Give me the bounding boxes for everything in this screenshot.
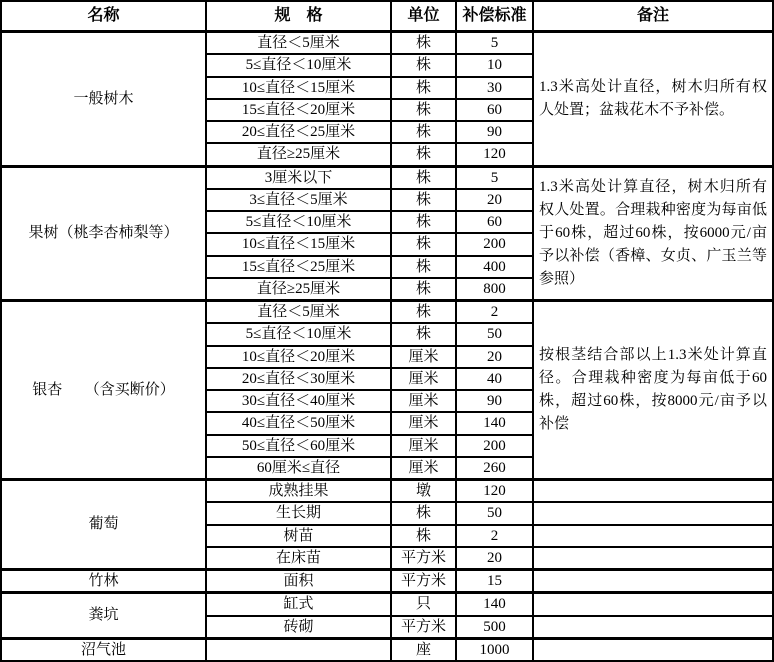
unit-cell: 株 xyxy=(391,54,456,76)
spec-cell: 生长期 xyxy=(206,502,391,524)
standard-cell: 500 xyxy=(456,616,533,639)
unit-cell: 平方米 xyxy=(391,547,456,570)
spec-cell: 60厘米≤直径 xyxy=(206,457,391,480)
unit-cell: 株 xyxy=(391,211,456,233)
unit-cell: 株 xyxy=(391,77,456,99)
unit-cell: 墩 xyxy=(391,480,456,503)
spec-cell: 直径＜5厘米 xyxy=(206,301,391,324)
table-row xyxy=(1,32,773,55)
table-row xyxy=(1,301,773,324)
standard-cell: 50 xyxy=(456,502,533,524)
spec-cell: 在床苗 xyxy=(206,547,391,570)
standard-cell: 5 xyxy=(456,166,533,189)
spec-cell: 缸式 xyxy=(206,593,391,616)
col-header-standard: 补偿标准 xyxy=(456,1,533,32)
spec-cell: 成熟挂果 xyxy=(206,480,391,503)
name-cell: 一般树木 xyxy=(1,32,206,167)
standard-cell: 90 xyxy=(456,390,533,412)
table-row xyxy=(1,166,773,189)
standard-cell: 800 xyxy=(456,278,533,301)
unit-cell: 株 xyxy=(391,233,456,255)
standard-cell: 15 xyxy=(456,570,533,593)
remark-cell: 按根茎结合部以上1.3米处计算直径。合理栽种密度为每亩低于60株，超过60株，按8000元/亩予以补偿 xyxy=(533,301,773,480)
standard-cell: 120 xyxy=(456,480,533,503)
col-header-name: 名称 xyxy=(1,1,206,32)
spec-cell: 20≤直径＜25厘米 xyxy=(206,121,391,143)
unit-cell: 株 xyxy=(391,121,456,143)
standard-cell: 2 xyxy=(456,301,533,324)
standard-cell: 2 xyxy=(456,525,533,547)
standard-cell: 60 xyxy=(456,99,533,121)
table-row xyxy=(1,480,773,503)
standard-cell: 1000 xyxy=(456,638,533,661)
unit-cell: 株 xyxy=(391,278,456,301)
name-cell: 果树（桃李杏柿梨等） xyxy=(1,166,206,301)
table-row xyxy=(1,570,773,593)
spec-cell: 面积 xyxy=(206,570,391,593)
spec-cell: 15≤直径＜20厘米 xyxy=(206,99,391,121)
standard-cell: 260 xyxy=(456,457,533,480)
unit-cell: 厘米 xyxy=(391,412,456,434)
standard-cell: 50 xyxy=(456,323,533,345)
standard-cell: 400 xyxy=(456,256,533,278)
remark-cell xyxy=(533,480,773,503)
name-cell: 银杏 （含买断价） xyxy=(1,301,206,480)
header-row xyxy=(1,1,773,32)
unit-cell: 厘米 xyxy=(391,435,456,457)
unit-cell: 厘米 xyxy=(391,368,456,390)
table-header xyxy=(1,1,773,32)
spec-cell: 3≤直径＜5厘米 xyxy=(206,189,391,211)
remark-cell xyxy=(533,593,773,616)
remark-cell xyxy=(533,570,773,593)
unit-cell: 座 xyxy=(391,638,456,661)
unit-cell: 株 xyxy=(391,166,456,189)
table-row xyxy=(1,638,773,661)
spec-cell: 5≤直径＜10厘米 xyxy=(206,323,391,345)
name-cell: 竹林 xyxy=(1,570,206,593)
remark-cell xyxy=(533,525,773,547)
spec-cell: 树苗 xyxy=(206,525,391,547)
unit-cell: 株 xyxy=(391,143,456,166)
spec-cell: 10≤直径＜20厘米 xyxy=(206,346,391,368)
unit-cell: 平方米 xyxy=(391,570,456,593)
spec-cell: 砖砌 xyxy=(206,616,391,639)
name-cell: 葡萄 xyxy=(1,480,206,570)
spec-cell: 15≤直径＜25厘米 xyxy=(206,256,391,278)
unit-cell: 株 xyxy=(391,525,456,547)
standard-cell: 200 xyxy=(456,435,533,457)
unit-cell: 只 xyxy=(391,593,456,616)
table-row xyxy=(1,593,773,616)
unit-cell: 厘米 xyxy=(391,457,456,480)
unit-cell: 株 xyxy=(391,32,456,55)
standard-cell: 10 xyxy=(456,54,533,76)
standard-cell: 30 xyxy=(456,77,533,99)
standard-cell: 20 xyxy=(456,547,533,570)
remark-cell: 1.3米高处计直径，树木归所有权人处置；盆栽花木不予补偿。 xyxy=(533,32,773,167)
unit-cell: 株 xyxy=(391,99,456,121)
table-body xyxy=(1,32,773,662)
remark-cell xyxy=(533,638,773,661)
spec-cell: 30≤直径＜40厘米 xyxy=(206,390,391,412)
standard-cell: 20 xyxy=(456,346,533,368)
spec-cell: 20≤直径＜30厘米 xyxy=(206,368,391,390)
standard-cell: 90 xyxy=(456,121,533,143)
remark-cell xyxy=(533,616,773,639)
spec-cell: 5≤直径＜10厘米 xyxy=(206,211,391,233)
spec-cell: 40≤直径＜50厘米 xyxy=(206,412,391,434)
unit-cell: 平方米 xyxy=(391,616,456,639)
remark-cell xyxy=(533,547,773,570)
unit-cell: 株 xyxy=(391,189,456,211)
standard-cell: 60 xyxy=(456,211,533,233)
col-header-unit: 单位 xyxy=(391,1,456,32)
standard-cell: 120 xyxy=(456,143,533,166)
standard-cell: 20 xyxy=(456,189,533,211)
spec-cell: 10≤直径＜15厘米 xyxy=(206,77,391,99)
spec-cell: 50≤直径＜60厘米 xyxy=(206,435,391,457)
remark-cell: 1.3米高处计算直径，树木归所有权人处置。合理栽种密度为每亩低于60株，超过60株，按6000元/亩予以补偿（香樟、女贞、广玉兰等参照） xyxy=(533,166,773,301)
remark-cell xyxy=(533,502,773,524)
standard-cell: 200 xyxy=(456,233,533,255)
spec-cell xyxy=(206,638,391,661)
spec-cell: 直径≥25厘米 xyxy=(206,278,391,301)
spec-cell: 5≤直径＜10厘米 xyxy=(206,54,391,76)
standard-cell: 140 xyxy=(456,593,533,616)
unit-cell: 株 xyxy=(391,256,456,278)
spec-cell: 直径≥25厘米 xyxy=(206,143,391,166)
spec-cell: 10≤直径＜15厘米 xyxy=(206,233,391,255)
unit-cell: 厘米 xyxy=(391,390,456,412)
col-header-remark: 备注 xyxy=(533,1,773,32)
name-cell: 沼气池 xyxy=(1,638,206,661)
name-cell: 粪坑 xyxy=(1,593,206,639)
standard-cell: 140 xyxy=(456,412,533,434)
spec-cell: 3厘米以下 xyxy=(206,166,391,189)
standard-cell: 40 xyxy=(456,368,533,390)
col-header-spec: 规 格 xyxy=(206,1,391,32)
unit-cell: 株 xyxy=(391,301,456,324)
unit-cell: 厘米 xyxy=(391,346,456,368)
unit-cell: 株 xyxy=(391,502,456,524)
standard-cell: 5 xyxy=(456,32,533,55)
spec-cell: 直径＜5厘米 xyxy=(206,32,391,55)
unit-cell: 株 xyxy=(391,323,456,345)
